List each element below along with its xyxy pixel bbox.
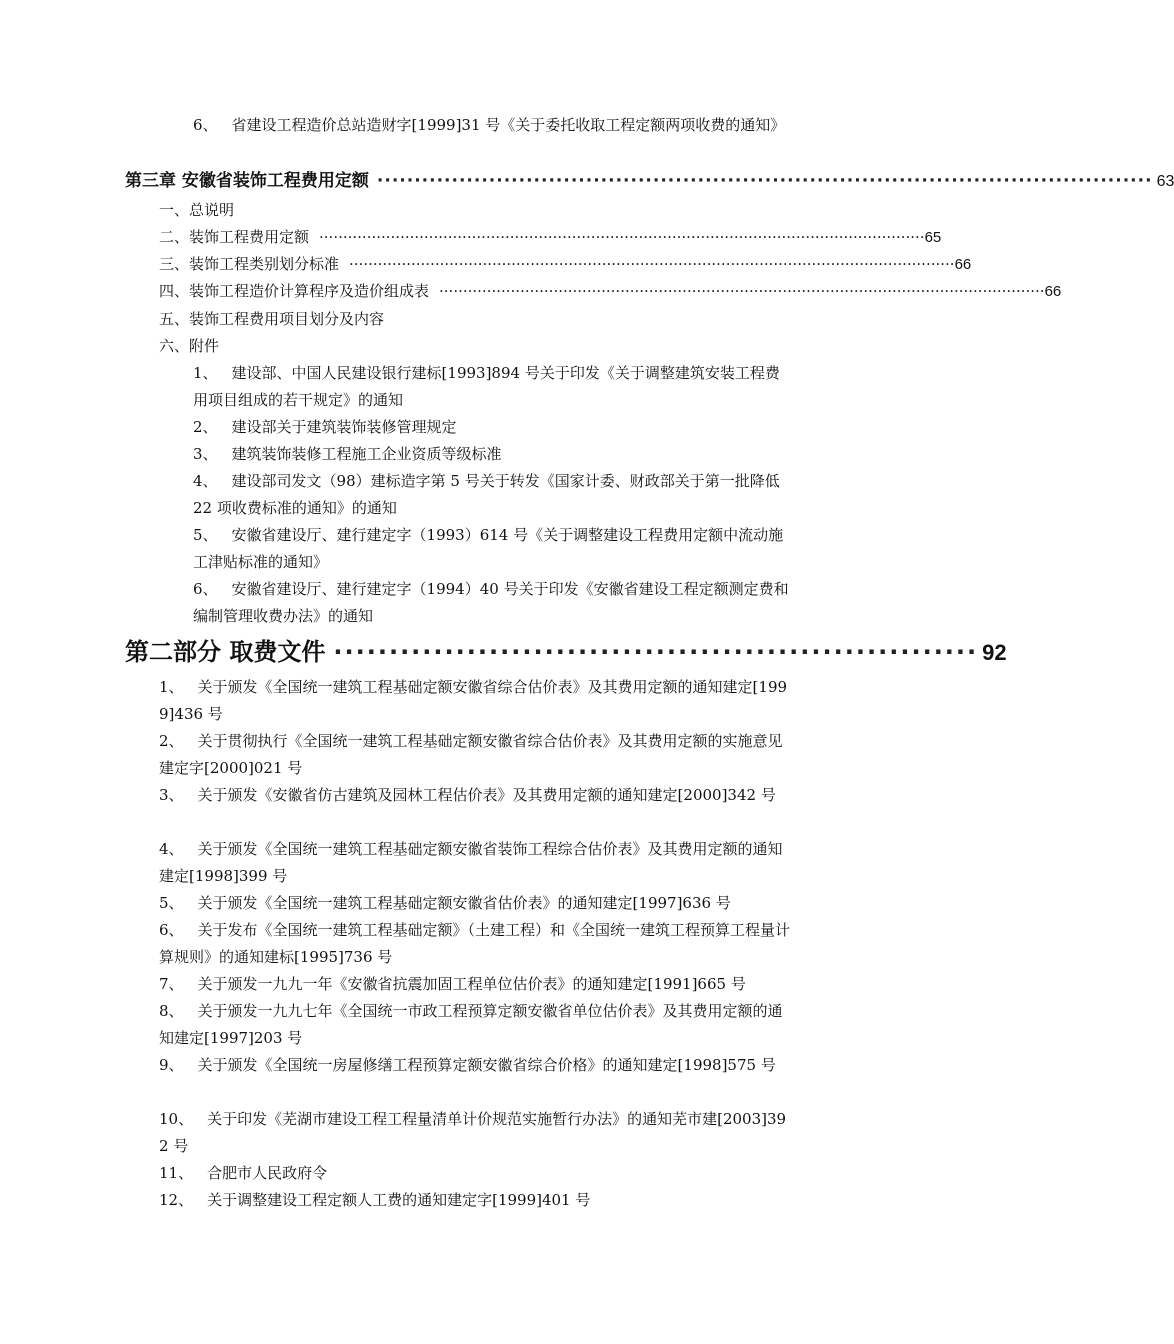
entry-number: 6、 bbox=[159, 921, 184, 939]
entry-number: 3、 bbox=[193, 445, 218, 463]
entry-number: 12、 bbox=[159, 1191, 194, 1209]
document-entry bbox=[159, 836, 793, 890]
section-label: 二、装饰工程费用定额 bbox=[159, 228, 310, 246]
section-label: 一、总说明 bbox=[159, 201, 235, 219]
section-label: 六、附件 bbox=[159, 337, 220, 355]
entry-text: 建筑装饰装修工程施工企业资质等级标准 bbox=[231, 445, 502, 463]
part-heading[interactable] bbox=[125, 634, 1007, 670]
dot-leader: ······························································································································· bbox=[349, 255, 955, 273]
entry-text: 关于颁发《全国统一建筑工程基础定额安徽省装饰工程综合估价表》及其费用定额的通知建定[1998]399 号 bbox=[159, 840, 783, 885]
entry-number: 4、 bbox=[193, 472, 218, 490]
page-number: 65 bbox=[924, 229, 942, 246]
entry-number: 8、 bbox=[159, 1002, 184, 1020]
entry-text: 省建设工程造价总站造财字[1999]31 号《关于委托收取工程定额两项收费的通知》 bbox=[231, 116, 786, 134]
document-entry bbox=[159, 674, 793, 728]
entry-text: 建设部司发文（98）建标造字第 5 号关于转发《国家计委、财政部关于第一批降低 22 项收费标准的通知》的通知 bbox=[193, 472, 780, 517]
entry-number: 3、 bbox=[159, 786, 184, 804]
entry-number: 7、 bbox=[159, 975, 184, 993]
document-entry bbox=[159, 1052, 793, 1079]
attachment-entry bbox=[193, 576, 793, 630]
entry-number: 6、 bbox=[193, 116, 218, 134]
entry-number: 10、 bbox=[159, 1110, 194, 1128]
document-entry bbox=[159, 1160, 793, 1187]
attachment-entry bbox=[193, 414, 793, 441]
page-number: 66 bbox=[954, 256, 972, 273]
entry-number: 1、 bbox=[159, 678, 184, 696]
entry-number: 5、 bbox=[159, 894, 184, 912]
document-entry bbox=[159, 998, 793, 1052]
entry-text: 安徽省建设厅、建行建定字（1993）614 号《关于调整建设工程费用定额中流动施工津贴标准的通知》 bbox=[193, 526, 784, 571]
entry-text: 建设部关于建筑装饰装修管理规定 bbox=[231, 418, 457, 436]
entry-text: 关于颁发《全国统一建筑工程基础定额安徽省估价表》的通知建定[1997]636 号 bbox=[197, 894, 731, 912]
dot-leader: ······························································································································· bbox=[439, 282, 1045, 300]
part-title: 第二部分 取费文件 bbox=[125, 638, 326, 666]
entry-number: 4、 bbox=[159, 840, 184, 858]
dot-leader: ·························································· bbox=[333, 638, 979, 666]
entry-text: 关于印发《芜湖市建设工程工程量清单计价规范实施暂行办法》的通知芜市建[2003]392 号 bbox=[159, 1110, 787, 1155]
entry-number: 2、 bbox=[193, 418, 218, 436]
document-entry bbox=[159, 1106, 793, 1160]
document-entry bbox=[159, 890, 793, 917]
dot-leader: ······························································································································· bbox=[319, 228, 925, 246]
toc-entry bbox=[193, 112, 793, 139]
document-entry bbox=[159, 971, 793, 998]
page-number: 66 bbox=[1044, 283, 1062, 300]
section-label: 三、装饰工程类别划分标准 bbox=[159, 255, 340, 273]
document-entry bbox=[159, 728, 793, 782]
section-entry[interactable] bbox=[159, 333, 219, 360]
entry-text: 关于调整建设工程定额人工费的通知建定字[1999]401 号 bbox=[207, 1191, 591, 1209]
page-number: 63 bbox=[1156, 173, 1174, 190]
entry-text: 关于颁发一九九一年《安徽省抗震加固工程单位估价表》的通知建定[1991]665 号 bbox=[197, 975, 746, 993]
entry-number: 5、 bbox=[193, 526, 218, 544]
section-entry[interactable] bbox=[159, 197, 234, 224]
entry-text: 关于发布《全国统一建筑工程基础定额》（土建工程）和《全国统一建筑工程预算工程量计算规则》的通知建标[1995]736 号 bbox=[159, 921, 791, 966]
entry-number: 2、 bbox=[159, 732, 184, 750]
entry-text: 关于颁发《安徽省仿古建筑及园林工程估价表》及其费用定额的通知建定[2000]342 号 bbox=[197, 786, 776, 804]
entry-text: 关于颁发《全国统一房屋修缮工程预算定额安徽省综合价格》的通知建定[1998]575 号 bbox=[197, 1056, 776, 1074]
attachment-entry bbox=[193, 468, 793, 522]
entry-number: 1、 bbox=[193, 364, 218, 382]
entry-number: 6、 bbox=[193, 580, 218, 598]
attachment-entry bbox=[193, 441, 793, 468]
chapter-title: 第三章 安徽省装饰工程费用定额 bbox=[125, 171, 369, 191]
document-entry bbox=[159, 917, 793, 971]
entry-text: 安徽省建设厅、建行建定字（1994）40 号关于印发《安徽省建设工程定额测定费和编制管理收费办法》的通知 bbox=[193, 580, 789, 625]
section-label: 五、装饰工程费用项目划分及内容 bbox=[159, 310, 385, 328]
document-entry bbox=[159, 782, 793, 809]
entry-number: 9、 bbox=[159, 1056, 184, 1074]
section-entry[interactable] bbox=[159, 224, 942, 251]
section-entry[interactable] bbox=[159, 251, 972, 278]
entry-text: 合肥市人民政府令 bbox=[207, 1164, 328, 1182]
chapter-heading[interactable] bbox=[125, 168, 1174, 195]
section-entry[interactable] bbox=[159, 278, 1062, 305]
entry-text: 关于颁发一九九七年《全国统一市政工程预算定额安徽省单位估价表》及其费用定额的通知建定[1997]203 号 bbox=[159, 1002, 783, 1047]
entry-text: 关于颁发《全国统一建筑工程基础定额安徽省综合估价表》及其费用定额的通知建定[1999]436 号 bbox=[159, 678, 788, 723]
section-label: 四、装饰工程造价计算程序及造价组成表 bbox=[159, 282, 430, 300]
entry-text: 建设部、中国人民建设银行建标[1993]894 号关于印发《关于调整建筑安装工程费用项目组成的若干规定》的通知 bbox=[193, 364, 780, 409]
entry-text: 关于贯彻执行《全国统一建筑工程基础定额安徽省综合估价表》及其费用定额的实施意见建定字[2000]021 号 bbox=[159, 732, 783, 777]
attachment-entry bbox=[193, 522, 793, 576]
page-number: 92 bbox=[982, 640, 1007, 665]
document-entry bbox=[159, 1187, 793, 1214]
entry-number: 11、 bbox=[159, 1164, 194, 1182]
dot-leader: ········································································································ bbox=[376, 171, 1153, 191]
attachment-entry bbox=[193, 360, 793, 414]
section-entry[interactable] bbox=[159, 306, 384, 333]
